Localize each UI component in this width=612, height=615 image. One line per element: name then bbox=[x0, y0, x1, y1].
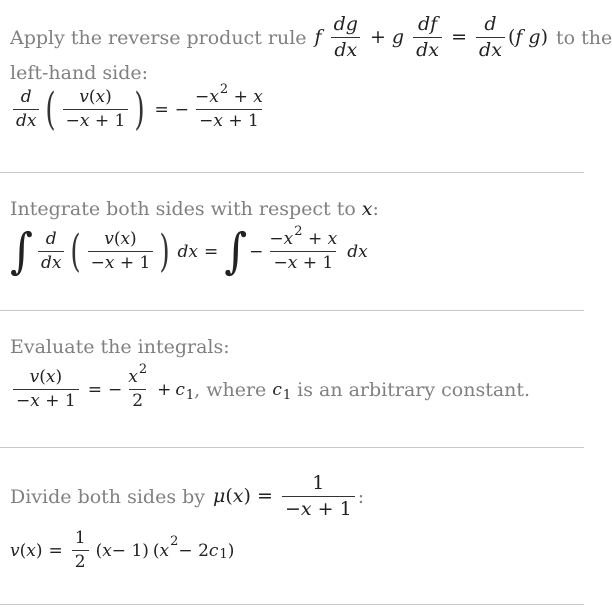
step-intro-text: Integrate both sides with respect to bbox=[10, 198, 356, 220]
step-instruction: Divide both sides by μ(x) = $\frac{1}{-x + 1}$ : bbox=[10, 472, 365, 520]
where-text: , where bbox=[194, 378, 267, 401]
step-equation: $\frac{d}{dx}$ ( $\frac{v(x)}{-x + 1}$ ) = − $\frac{-x^2 + x}{-x + 1}$ bbox=[10, 88, 269, 132]
step-equation: $\frac{v(x)}{-x + 1}$ = − $\frac{x^2}{2}$ + $c_1$ , where $c_1$ is an arbitrary constant. bbox=[10, 368, 530, 411]
step-divider bbox=[0, 604, 584, 605]
colon: : bbox=[372, 198, 379, 220]
variable-x: x bbox=[361, 198, 373, 220]
step-divider bbox=[0, 447, 584, 448]
step-divider bbox=[0, 172, 584, 173]
step-intro-text: Apply the reverse product rule bbox=[10, 26, 307, 49]
step-instruction bbox=[10, 14, 612, 62]
step-intro-text: Evaluate the integrals: bbox=[10, 336, 230, 358]
step-equation: ∫ $\frac{d}{dx}$ ( $\frac{v(x)}{-x + 1}$ ) dx = ∫ − $\frac{-x^2 + x}{-x + 1}$ dx bbox=[10, 223, 368, 280]
step-equation: v ( x ) = $\frac{1}{2}$ ( x − 1) ( x 2 − 2 c 1 ) bbox=[10, 528, 235, 572]
constant-description: is an arbitrary constant. bbox=[297, 378, 531, 401]
integrating-factor: μ(x) = $\frac{1}{-x + 1}$ bbox=[213, 473, 358, 521]
step-instruction bbox=[10, 198, 379, 220]
step-intro-line2: left-hand side: bbox=[10, 62, 149, 84]
product-rule-formula: f $\frac{dg}{dx}$ + g $\frac{df}{dx}$ = $\frac{d}{dx}$ (f g) bbox=[314, 13, 549, 61]
step-intro-tail: to the bbox=[556, 26, 612, 49]
step-intro-text: Divide both sides by bbox=[10, 485, 206, 508]
step-divider bbox=[0, 310, 584, 311]
